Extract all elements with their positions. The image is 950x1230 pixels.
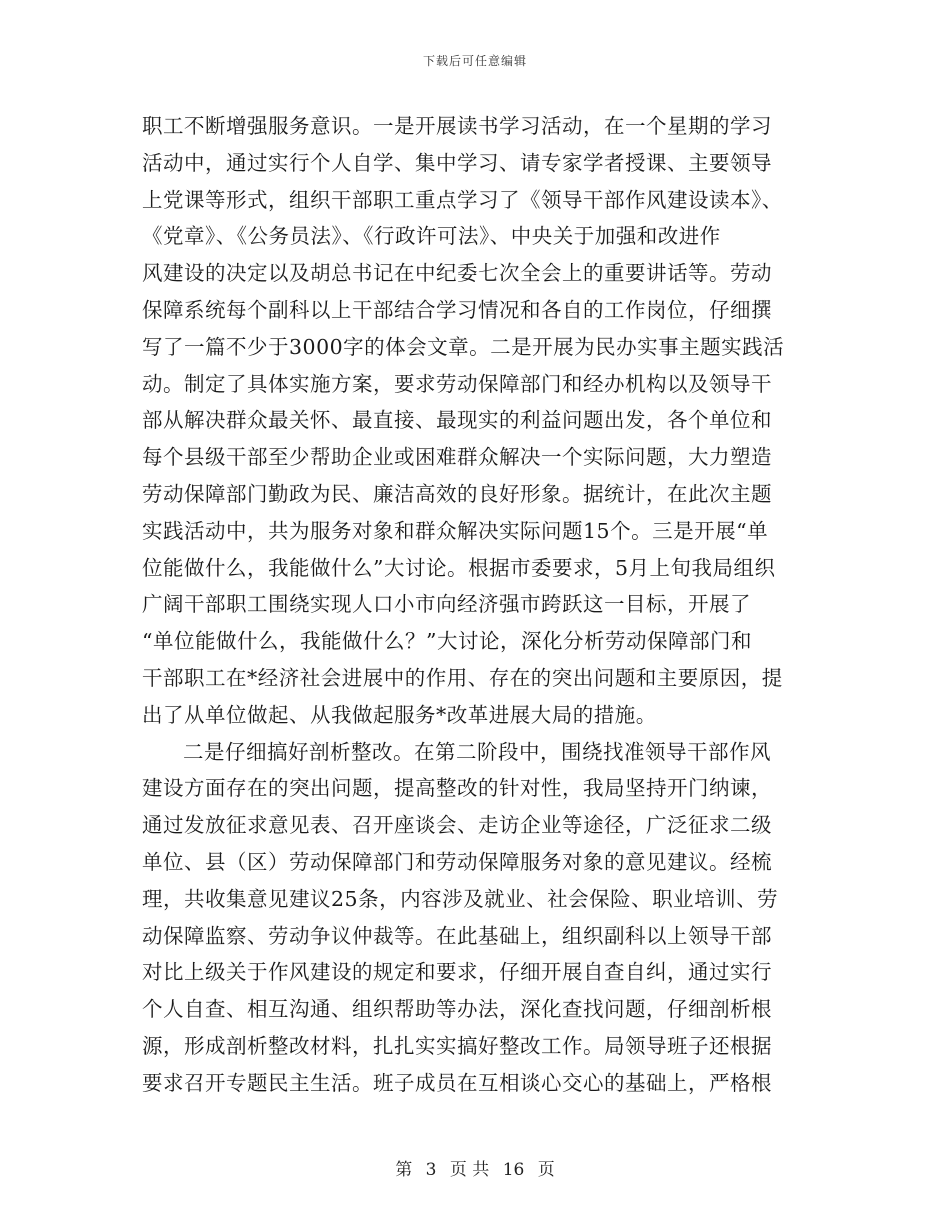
text-line: 动。制定了具体实施方案，要求劳动保障部门和经办机构以及领导干	[142, 371, 772, 396]
text-line: 实践活动中，共为服务对象和群众解决实际问题15个。三是开展“单	[142, 518, 769, 543]
text-line: 对比上级关于作风建设的规定和要求，仔细开展自查自纠，通过实行	[142, 960, 772, 985]
paragraph-start-line: 二是仔细搞好剖析整改。在第二阶段中，围绕找准领导干部作风	[183, 739, 771, 764]
text-line: 职工不断增强服务意识。一是开展读书学习活动，在一个星期的学习	[142, 114, 772, 138]
text-line: 理，共收集意见建议25条，内容涉及就业、社会保险、职业培训、劳	[142, 886, 779, 911]
text-line: 建设方面存在的突出问题，提高整改的针对性，我局坚持开门纳谏，	[142, 776, 772, 801]
text-line: 上党课等形式，组织干部职工重点学习了《领导干部作风建设读本》、	[142, 187, 783, 212]
total-pages: 16	[502, 1160, 525, 1180]
text-line: 单位、县（区）劳动保障部门和劳动保障服务对象的意见建议。经梳	[142, 849, 772, 874]
text-line: “单位能做什么，我能做什么？”大讨论，深化分析劳动保障部门和	[142, 629, 752, 654]
text-line: 保障系统每个副科以上干部结合学习情况和各自的工作岗位，仔细撰	[142, 297, 772, 322]
text-line: 部从解决群众最关怀、最直接、最现实的利益问题出发，各个单位和	[142, 408, 772, 433]
text-line: 个人自查、相互沟通、组织帮助等办法，深化查找问题，仔细剖析根	[142, 997, 772, 1022]
page-footer	[0, 1155, 950, 1180]
document-body	[142, 108, 804, 1102]
footer-suffix: 页	[537, 1160, 555, 1180]
text-line: 位能做什么，我能做什么”大讨论。根据市委要求，5月上旬我局组织	[142, 555, 776, 580]
text-line: 出了从单位做起、从我做起服务*改革进展大局的措施。	[142, 702, 657, 727]
text-line: 写了一篇不少于3000字的体会文章。二是开展为民办实事主题实践活	[142, 334, 785, 359]
text-line: 通过发放征求意见表、召开座谈会、走访企业等途径，广泛征求二级	[142, 813, 772, 838]
text-line: 源，形成剖析整改材料，扎扎实实搞好整改工作。局领导班子还根据	[142, 1033, 772, 1058]
text-line: 《党章》、《公务员法》、《行政许可法》、中央关于加强和改进作	[142, 224, 721, 249]
text-line: 要求召开专题民主生活。班子成员在互相谈心交心的基础上，严格根	[142, 1070, 772, 1095]
page-header: 下载后可任意编辑	[422, 54, 527, 68]
text-line: 风建设的决定以及胡总书记在中纪委七次全会上的重要讲话等。劳动	[142, 261, 772, 286]
text-line: 劳动保障部门勤政为民、廉洁高效的良好形象。据统计，在此次主题	[142, 481, 772, 506]
text-line: 活动中，通过实行个人自学、集中学习、请专家学者授课、主要领导	[142, 150, 772, 175]
page-number: 3	[425, 1160, 437, 1180]
text-line: 干部职工在*经济社会进展中的作用、存在的突出问题和主要原因，提	[142, 665, 783, 690]
text-line: 广阔干部职工围绕实现人口小市向经济强市跨跃这一目标，开展了	[142, 592, 751, 617]
footer-prefix: 第	[395, 1160, 413, 1180]
text-line: 每个县级干部至少帮助企业或困难群众解决一个实际问题，大力塑造	[142, 445, 772, 470]
footer-middle: 页 共	[449, 1160, 490, 1180]
text-line: 动保障监察、劳动争议仲裁等。在此基础上，组织副科以上领导干部	[142, 923, 772, 948]
